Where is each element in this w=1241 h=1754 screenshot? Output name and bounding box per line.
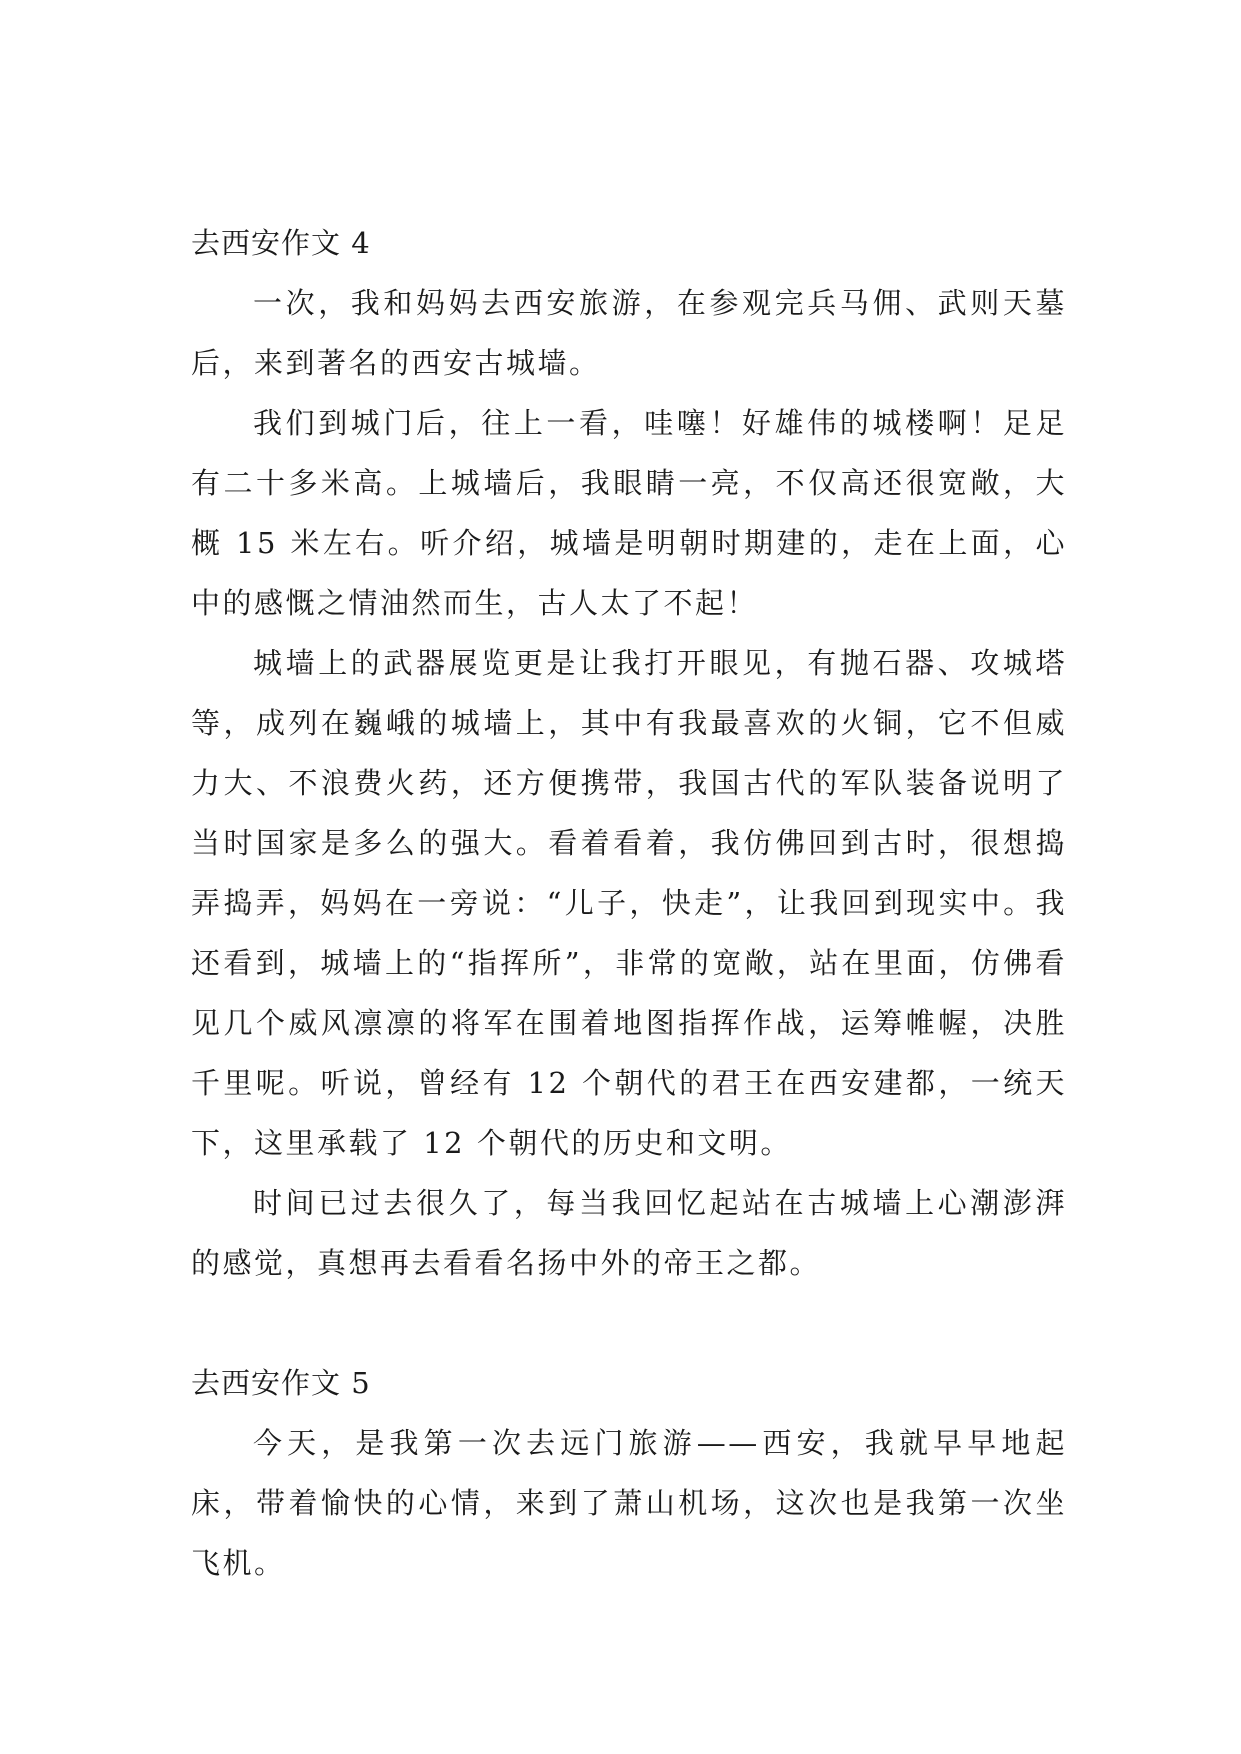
- paragraph: 一次，我和妈妈去西安旅游，在参观完兵马佣、武则天墓后，来到著名的西安古城墙。: [191, 286, 1067, 380]
- paragraph: 我们到城门后，往上一看，哇噻！好雄伟的城楼啊！足足有二十多米高。上城墙后，我眼睛一亮，不仅高还很宽敞，大概 15 米左右。听介绍，城墙是明朝时期建的，走在上面，心中的感慨之情油然而生，古人太了不起！: [191, 406, 1067, 620]
- section-divider: [191, 1293, 1067, 1353]
- section-title-5: 去西安作文 5: [191, 1366, 371, 1400]
- paragraph: 时间已过去很久了，每当我回忆起站在古城墙上心潮澎湃的感觉，真想再去看看名扬中外的帝王之都。: [191, 1186, 1067, 1280]
- section-title-4: 去西安作文 4: [191, 226, 371, 260]
- paragraph: 城墙上的武器展览更是让我打开眼见，有抛石器、攻城塔等，成列在巍峨的城墙上，其中有我最喜欢的火铜，它不但威力大、不浪费火药，还方便携带，我国古代的军队装备说明了当时国家是多么的强大。看着看着，我仿佛回到古时，很想捣弄捣弄，妈妈在一旁说：“儿子，快走”，让我回到现实中。我还看到，城墙上的“指挥所”，非常的宽敞，站在里面，仿佛看见几个威风凛凛的将军在围着地图指挥作战，运筹帷幄，决胜千里呢。听说，曾经有 12 个朝代的君王在西安建都，一统天下，这里承载了 12 个朝代的历史和文明。: [191, 646, 1067, 1160]
- paragraph: 今天，是我第一次去远门旅游——西安，我就早早地起床，带着愉快的心情，来到了萧山机场，这次也是我第一次坐飞机。: [191, 1426, 1067, 1580]
- document-body: [191, 213, 1067, 1593]
